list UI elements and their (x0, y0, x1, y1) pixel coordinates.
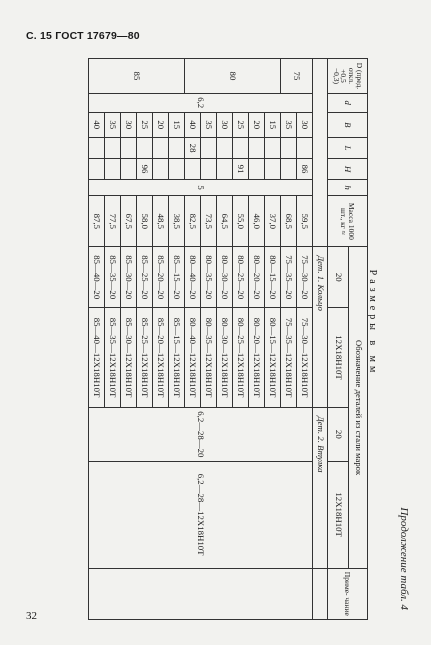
cell-B: 25 (233, 112, 249, 138)
cell-H (153, 159, 169, 180)
cell-bushing-20: 6,2—28—20 (89, 408, 313, 462)
cell-mass: 64,5 (217, 196, 233, 247)
cell-h: 5 (89, 179, 313, 195)
cell-H: 96 (137, 159, 153, 180)
col-header-steel-12-ring: 12Х18Н10Т (328, 307, 349, 407)
cell-H (249, 159, 265, 180)
cell-mass: 58,0 (137, 196, 153, 247)
col-header-D: D (пред. откл. +0,5 −0,3) (328, 59, 368, 94)
cell-B: 25 (137, 112, 153, 138)
cell-ring-12: 80—20—12Х18Н10Т (249, 307, 265, 407)
cell-mass: 82,5 (185, 196, 201, 247)
col-header-h: h (328, 179, 368, 195)
cell-bushing-12: 6,2—28—12Х18Н10Т (89, 461, 313, 568)
col-header-L: L (328, 138, 368, 159)
cell-D: 80 (185, 59, 281, 94)
sizes-caption: Размеры в мм (367, 269, 378, 377)
cell-L (153, 138, 169, 159)
dimensions-table (88, 58, 368, 620)
cell-H: 86 (297, 159, 313, 180)
cell-ring-12: 85—30—12Х18Н10Т (121, 307, 137, 407)
cell-H (217, 159, 233, 180)
continuation-caption: Продолжение табл. 4 (398, 507, 410, 610)
cell-B: 30 (121, 112, 137, 138)
cell-mass: 67,5 (121, 196, 137, 247)
cell-mass: 37,0 (265, 196, 281, 247)
cell-ring-20: 85—15—20 (169, 247, 185, 308)
sub-header-blank (313, 59, 328, 247)
sub-header-bushing: Дет. 2. Втулка (313, 408, 328, 569)
col-header-steel-12-bushing: 12Х18Н10Т (328, 461, 349, 568)
cell-ring-20: 85—20—20 (153, 247, 169, 308)
cell-B: 40 (89, 112, 105, 138)
cell-B: 35 (281, 112, 297, 138)
cell-mass: 59,5 (297, 196, 313, 247)
cell-ring-20: 75—30—20 (297, 247, 313, 308)
cell-ring-12: 85—35—12Х18Н10Т (105, 307, 121, 407)
cell-mass: 87,5 (89, 196, 105, 247)
cell-mass: 46,0 (249, 196, 265, 247)
cell-ring-12: 75—35—12Х18Н10Т (281, 307, 297, 407)
cell-mass: 77,5 (105, 196, 121, 247)
cell-ring-12: 80—15—12Х18Н10Т (265, 307, 281, 407)
cell-L: 28 (185, 138, 201, 159)
cell-B: 15 (169, 112, 185, 138)
cell-B: 30 (297, 112, 313, 138)
cell-L (281, 138, 297, 159)
cell-B: 40 (185, 112, 201, 138)
cell-ring-12: 85—15—12Х18Н10Т (169, 307, 185, 407)
cell-ring-20: 85—30—20 (121, 247, 137, 308)
cell-ring-20: 85—40—20 (89, 247, 105, 308)
cell-B: 35 (201, 112, 217, 138)
cell-H (105, 159, 121, 180)
col-header-d: d (328, 93, 368, 112)
cell-L (233, 138, 249, 159)
cell-ring-20: 80—25—20 (233, 247, 249, 308)
cell-note (89, 568, 313, 619)
cell-ring-20: 85—35—20 (105, 247, 121, 308)
col-header-mass: Масса 1000 шт., кг ≈ (328, 196, 368, 247)
cell-mass: 48,5 (153, 196, 169, 247)
sub-header-ring: Дет. 1. Кольцо (313, 247, 328, 408)
cell-ring-20: 85—25—20 (137, 247, 153, 308)
cell-L (169, 138, 185, 159)
cell-B: 15 (265, 112, 281, 138)
cell-mass: 68,5 (281, 196, 297, 247)
cell-H (89, 159, 105, 180)
cell-H (265, 159, 281, 180)
cell-D: 85 (89, 59, 185, 94)
cell-B: 20 (249, 112, 265, 138)
cell-ring-12: 85—40—12Х18Н10Т (89, 307, 105, 407)
cell-L (137, 138, 153, 159)
cell-ring-20: 75—35—20 (281, 247, 297, 308)
cell-ring-20: 80—30—20 (217, 247, 233, 308)
cell-mass: 73,5 (201, 196, 217, 247)
cell-L (249, 138, 265, 159)
col-header-steel-20-ring: 20 (328, 247, 349, 308)
cell-ring-12: 85—20—12Х18Н10Т (153, 307, 169, 407)
cell-ring-12: 80—30—12Х18Н10Т (217, 307, 233, 407)
cell-ring-12: 80—35—12Х18Н10Т (201, 307, 217, 407)
cell-D: 75 (281, 59, 313, 94)
cell-ring-20: 80—40—20 (185, 247, 201, 308)
cell-L (217, 138, 233, 159)
col-header-B: B (328, 112, 368, 138)
page-header: С. 15 ГОСТ 17679—80 (26, 30, 140, 42)
cell-d: 6,2 (89, 93, 313, 112)
col-header-note: Приме- чание (328, 568, 368, 619)
cell-H: 91 (233, 159, 249, 180)
cell-L (121, 138, 137, 159)
cell-ring-20: 80—20—20 (249, 247, 265, 308)
cell-H (121, 159, 137, 180)
cell-L (105, 138, 121, 159)
cell-H (281, 159, 297, 180)
cell-ring-12: 75—30—12Х18Н10Т (297, 307, 313, 407)
cell-L (297, 138, 313, 159)
cell-H (169, 159, 185, 180)
cell-B: 35 (105, 112, 121, 138)
cell-L (89, 138, 105, 159)
cell-H (201, 159, 217, 180)
cell-ring-20: 80—15—20 (265, 247, 281, 308)
cell-ring-12: 80—25—12Х18Н10Т (233, 307, 249, 407)
cell-ring-12: 85—25—12Х18Н10Т (137, 307, 153, 407)
cell-B: 30 (217, 112, 233, 138)
cell-L (265, 138, 281, 159)
cell-L (201, 138, 217, 159)
cell-B: 20 (153, 112, 169, 138)
sub-header-note-blank (313, 568, 328, 619)
cell-H (185, 159, 201, 180)
rotated-table-block (50, 58, 410, 618)
col-header-H: H (328, 159, 368, 180)
col-header-designations: Обозначение деталей из стали марок (349, 247, 368, 568)
cell-mass: 55,0 (233, 196, 249, 247)
col-header-steel-20-bushing: 20 (328, 408, 349, 462)
cell-mass: 38,5 (169, 196, 185, 247)
cell-ring-12: 80—40—12Х18Н10Т (185, 307, 201, 407)
cell-ring-20: 80—35—20 (201, 247, 217, 308)
table-row (297, 59, 313, 620)
page-number: 32 (26, 610, 37, 622)
